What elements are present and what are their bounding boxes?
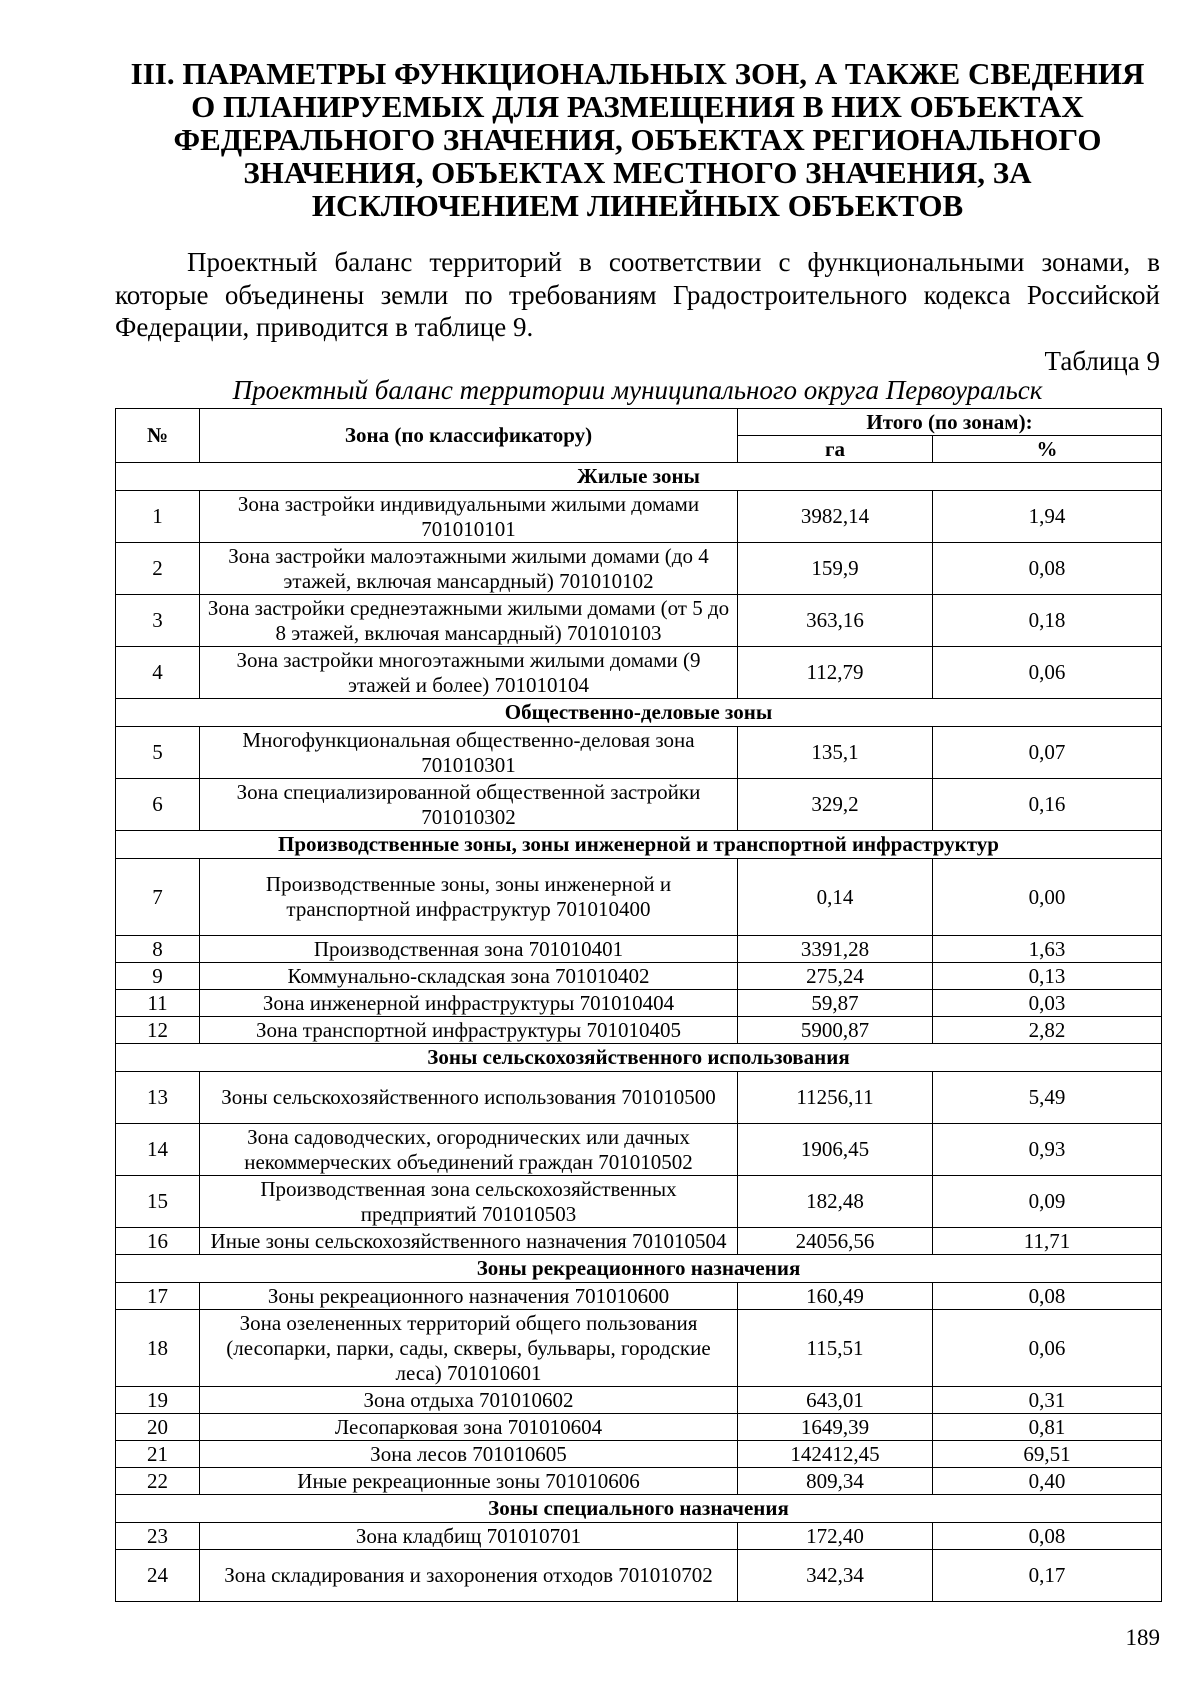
cell-zone: Зона складирования и захоронения отходов 701010702 bbox=[200, 1550, 738, 1602]
cell-ha: 182,48 bbox=[738, 1176, 933, 1228]
section-title: Зоны рекреационного назначения bbox=[116, 1255, 1162, 1283]
cell-percent: 0,13 bbox=[933, 963, 1162, 990]
cell-zone: Зона садоводческих, огороднических или дачных некоммерческих объединений граждан 701010502 bbox=[200, 1124, 738, 1176]
table-row bbox=[116, 1414, 1162, 1441]
cell-ha: 59,87 bbox=[738, 990, 933, 1017]
cell-ha: 643,01 bbox=[738, 1387, 933, 1414]
cell-ha: 0,14 bbox=[738, 859, 933, 936]
cell-number: 9 bbox=[116, 963, 200, 990]
cell-ha: 5900,87 bbox=[738, 1017, 933, 1044]
cell-percent: 0,31 bbox=[933, 1387, 1162, 1414]
cell-ha: 3982,14 bbox=[738, 491, 933, 543]
cell-percent: 0,08 bbox=[933, 1523, 1162, 1550]
cell-number: 8 bbox=[116, 936, 200, 963]
section-title: Жилые зоны bbox=[116, 463, 1162, 491]
section-title: Общественно-деловые зоны bbox=[116, 699, 1162, 727]
cell-ha: 329,2 bbox=[738, 779, 933, 831]
cell-percent: 0,40 bbox=[933, 1468, 1162, 1495]
cell-zone: Зона лесов 701010605 bbox=[200, 1441, 738, 1468]
table-header-row bbox=[116, 409, 1162, 436]
cell-zone: Иные рекреационные зоны 701010606 bbox=[200, 1468, 738, 1495]
section-title: Производственные зоны, зоны инженерной и транспортной инфраструктур bbox=[116, 831, 1162, 859]
cell-percent: 11,71 bbox=[933, 1228, 1162, 1255]
table-row bbox=[116, 1283, 1162, 1310]
cell-ha: 363,16 bbox=[738, 595, 933, 647]
cell-zone: Иные зоны сельскохозяйственного назначения 701010504 bbox=[200, 1228, 738, 1255]
cell-percent: 0,08 bbox=[933, 543, 1162, 595]
cell-ha: 809,34 bbox=[738, 1468, 933, 1495]
cell-number: 16 bbox=[116, 1228, 200, 1255]
table-row bbox=[116, 727, 1162, 779]
cell-number: 19 bbox=[116, 1387, 200, 1414]
cell-number: 5 bbox=[116, 727, 200, 779]
cell-zone: Зона застройки многоэтажными жилыми домами (9 этажей и более) 701010104 bbox=[200, 647, 738, 699]
cell-number: 4 bbox=[116, 647, 200, 699]
table-caption: Проектный баланс территории муниципального округа Первоуральск bbox=[232, 375, 1043, 405]
section-title: Зоны сельскохозяйственного использования bbox=[116, 1044, 1162, 1072]
cell-ha: 112,79 bbox=[738, 647, 933, 699]
cell-percent: 0,07 bbox=[933, 727, 1162, 779]
table-row bbox=[116, 1072, 1162, 1124]
cell-percent: 2,82 bbox=[933, 1017, 1162, 1044]
cell-zone: Зона застройки малоэтажными жилыми домами (до 4 этажей, включая мансардный) 701010102 bbox=[200, 543, 738, 595]
table-row bbox=[116, 1468, 1162, 1495]
cell-percent: 0,03 bbox=[933, 990, 1162, 1017]
cell-number: 11 bbox=[116, 990, 200, 1017]
cell-percent: 0,17 bbox=[933, 1550, 1162, 1602]
table-row bbox=[116, 543, 1162, 595]
table-row bbox=[116, 1176, 1162, 1228]
cell-percent: 0,81 bbox=[933, 1414, 1162, 1441]
header-zone: Зона (по классификатору) bbox=[200, 409, 738, 463]
section-row bbox=[116, 831, 1162, 859]
table-row bbox=[116, 647, 1162, 699]
cell-number: 7 bbox=[116, 859, 200, 936]
cell-number: 12 bbox=[116, 1017, 200, 1044]
section-row bbox=[116, 699, 1162, 727]
cell-zone: Зоны сельскохозяйственного использования 701010500 bbox=[200, 1072, 738, 1124]
cell-number: 18 bbox=[116, 1310, 200, 1387]
cell-percent: 5,49 bbox=[933, 1072, 1162, 1124]
table-row bbox=[116, 595, 1162, 647]
table-row bbox=[116, 1441, 1162, 1468]
header-percent: % bbox=[933, 436, 1162, 463]
section-row bbox=[116, 1255, 1162, 1283]
header-total: Итого (по зонам): bbox=[738, 409, 1162, 436]
cell-number: 13 bbox=[116, 1072, 200, 1124]
section-row bbox=[116, 463, 1162, 491]
cell-percent: 0,16 bbox=[933, 779, 1162, 831]
cell-ha: 275,24 bbox=[738, 963, 933, 990]
cell-ha: 1906,45 bbox=[738, 1124, 933, 1176]
cell-zone: Зона отдыха 701010602 bbox=[200, 1387, 738, 1414]
cell-number: 14 bbox=[116, 1124, 200, 1176]
table-row bbox=[116, 1387, 1162, 1414]
cell-zone: Зона кладбищ 701010701 bbox=[200, 1523, 738, 1550]
cell-percent: 1,63 bbox=[933, 936, 1162, 963]
cell-number: 21 bbox=[116, 1441, 200, 1468]
cell-number: 23 bbox=[116, 1523, 200, 1550]
table-row bbox=[116, 1228, 1162, 1255]
header-number: № bbox=[116, 409, 200, 463]
intro-paragraph: Проектный баланс территорий в соответствии с функциональными зонами, в которые объединены земли по требованиям Градостроительного кодекса Российской Федерации, приводится в таблице 9. bbox=[115, 247, 1160, 342]
cell-ha: 1649,39 bbox=[738, 1414, 933, 1441]
table-row bbox=[116, 859, 1162, 936]
table-row bbox=[116, 1124, 1162, 1176]
cell-percent: 0,06 bbox=[933, 1310, 1162, 1387]
cell-ha: 24056,56 bbox=[738, 1228, 933, 1255]
table-row bbox=[116, 1310, 1162, 1387]
cell-number: 2 bbox=[116, 543, 200, 595]
cell-zone: Зона инженерной инфраструктуры 701010404 bbox=[200, 990, 738, 1017]
table-row bbox=[116, 936, 1162, 963]
cell-ha: 172,40 bbox=[738, 1523, 933, 1550]
cell-percent: 1,94 bbox=[933, 491, 1162, 543]
cell-number: 22 bbox=[116, 1468, 200, 1495]
cell-number: 20 bbox=[116, 1414, 200, 1441]
cell-percent: 69,51 bbox=[933, 1441, 1162, 1468]
table-row bbox=[116, 779, 1162, 831]
cell-ha: 142412,45 bbox=[738, 1441, 933, 1468]
table-row bbox=[116, 1550, 1162, 1602]
cell-ha: 342,34 bbox=[738, 1550, 933, 1602]
cell-zone: Коммунально-складская зона 701010402 bbox=[200, 963, 738, 990]
page-number: 189 bbox=[1125, 1625, 1160, 1650]
cell-zone: Производственная зона 701010401 bbox=[200, 936, 738, 963]
cell-number: 17 bbox=[116, 1283, 200, 1310]
table-body bbox=[116, 463, 1162, 1602]
cell-zone: Производственные зоны, зоны инженерной и транспортной инфраструктур 701010400 bbox=[200, 859, 738, 936]
section-heading: III. ПАРАМЕТРЫ ФУНКЦИОНАЛЬНЫХ ЗОН, А ТАКЖЕ СВЕДЕНИЯ О ПЛАНИРУЕМЫХ ДЛЯ РАЗМЕЩЕНИЯ В НИХ ОБЪЕКТАХ ФЕДЕРАЛЬНОГО ЗНАЧЕНИЯ, ОБЪЕКТАХ РЕГИОНАЛЬНОГО ЗНАЧЕНИЯ, ОБЪЕКТАХ МЕСТНОГО ЗНАЧЕНИЯ, ЗА ИСКЛЮЧЕНИЕМ ЛИНЕЙНЫХ ОБЪЕКТОВ bbox=[130, 56, 1145, 223]
territory-balance-table bbox=[115, 408, 1162, 1602]
cell-percent: 0,18 bbox=[933, 595, 1162, 647]
table-row bbox=[116, 963, 1162, 990]
table-row bbox=[116, 1017, 1162, 1044]
section-row bbox=[116, 1044, 1162, 1072]
cell-zone: Многофункциональная общественно-деловая зона 701010301 bbox=[200, 727, 738, 779]
cell-zone: Зона специализированной общественной застройки 701010302 bbox=[200, 779, 738, 831]
cell-zone: Зона озелененных территорий общего пользования (лесопарки, парки, сады, скверы, бульвары, городские леса) 701010601 bbox=[200, 1310, 738, 1387]
section-title: Зоны специального назначения bbox=[116, 1495, 1162, 1523]
section-row bbox=[116, 1495, 1162, 1523]
cell-number: 1 bbox=[116, 491, 200, 543]
cell-ha: 160,49 bbox=[738, 1283, 933, 1310]
cell-ha: 115,51 bbox=[738, 1310, 933, 1387]
cell-number: 3 bbox=[116, 595, 200, 647]
cell-number: 24 bbox=[116, 1550, 200, 1602]
cell-zone: Зоны рекреационного назначения 701010600 bbox=[200, 1283, 738, 1310]
cell-percent: 0,06 bbox=[933, 647, 1162, 699]
table-row bbox=[116, 1523, 1162, 1550]
cell-zone: Зона застройки индивидуальными жилыми домами 701010101 bbox=[200, 491, 738, 543]
cell-zone: Зона застройки среднеэтажными жилыми домами (от 5 до 8 этажей, включая мансардный) 701010103 bbox=[200, 595, 738, 647]
cell-ha: 3391,28 bbox=[738, 936, 933, 963]
cell-ha: 159,9 bbox=[738, 543, 933, 595]
cell-number: 15 bbox=[116, 1176, 200, 1228]
cell-percent: 0,09 bbox=[933, 1176, 1162, 1228]
cell-ha: 11256,11 bbox=[738, 1072, 933, 1124]
table-row bbox=[116, 990, 1162, 1017]
cell-percent: 0,93 bbox=[933, 1124, 1162, 1176]
header-ha: га bbox=[738, 436, 933, 463]
table-label: Таблица 9 bbox=[1044, 346, 1160, 376]
cell-number: 6 bbox=[116, 779, 200, 831]
cell-percent: 0,00 bbox=[933, 859, 1162, 936]
cell-zone: Лесопарковая зона 701010604 bbox=[200, 1414, 738, 1441]
cell-ha: 135,1 bbox=[738, 727, 933, 779]
table-row bbox=[116, 491, 1162, 543]
cell-zone: Производственная зона сельскохозяйственных предприятий 701010503 bbox=[200, 1176, 738, 1228]
cell-zone: Зона транспортной инфраструктуры 701010405 bbox=[200, 1017, 738, 1044]
cell-percent: 0,08 bbox=[933, 1283, 1162, 1310]
